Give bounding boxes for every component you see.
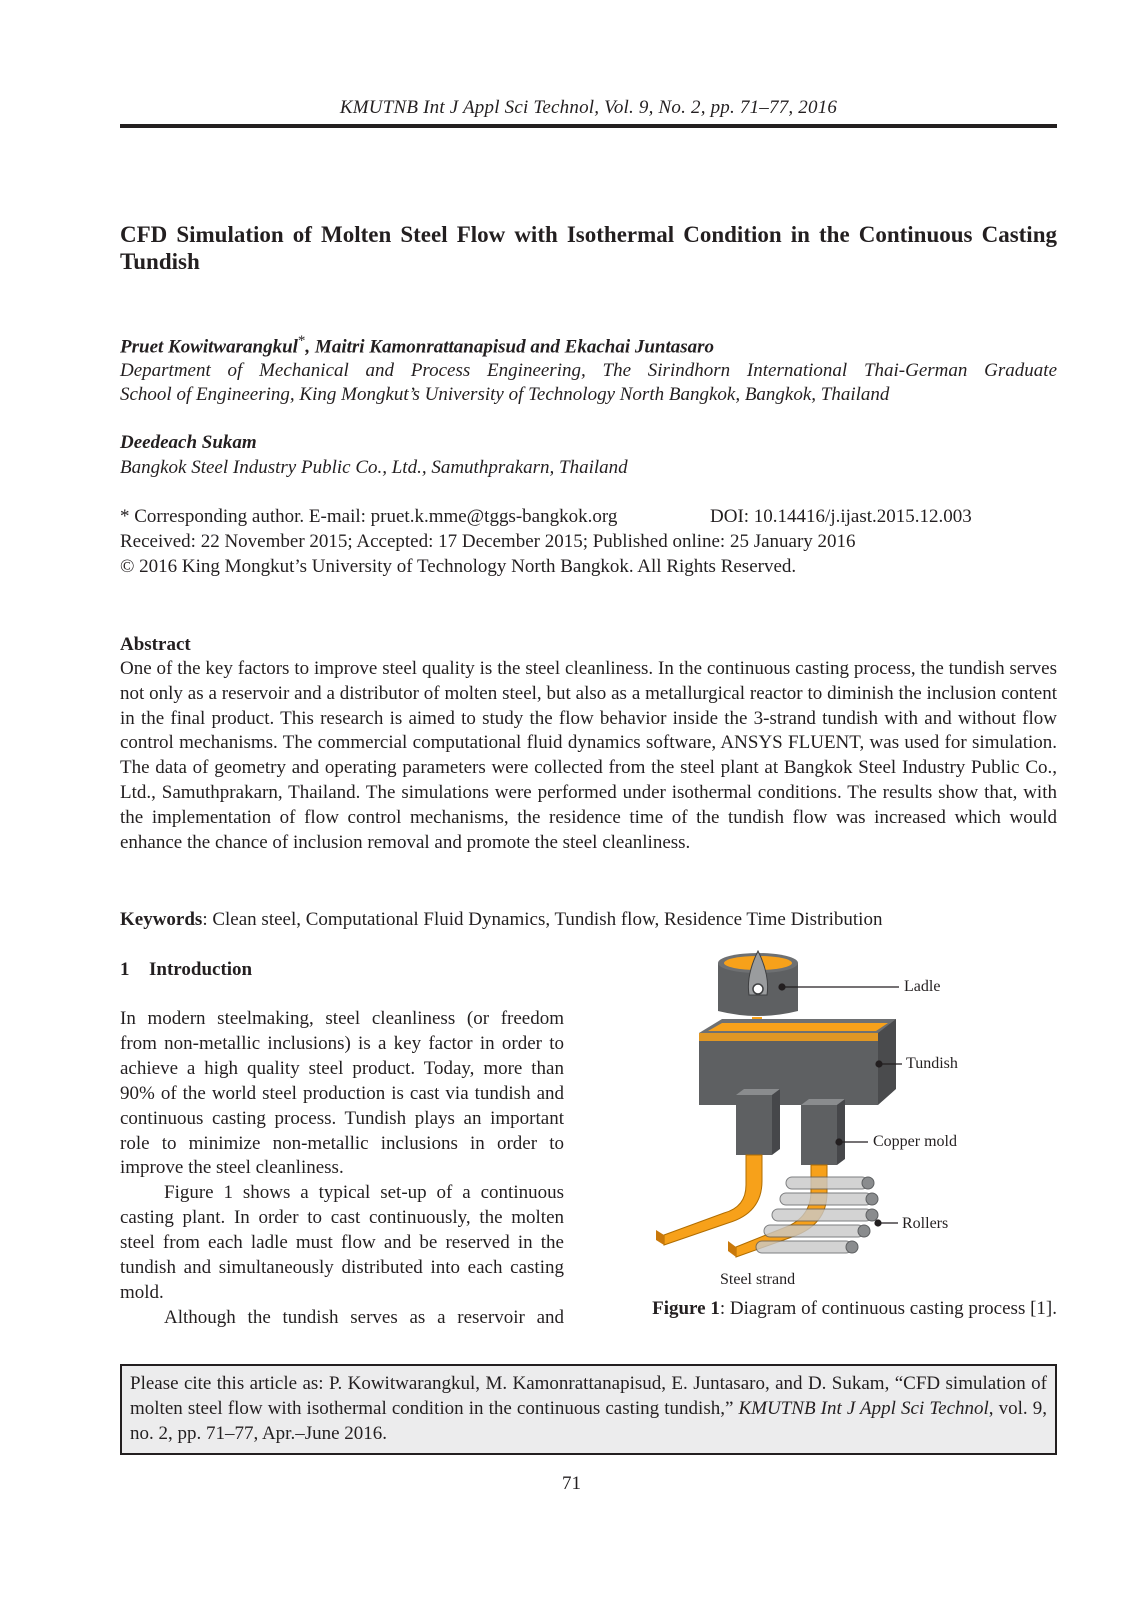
running-head: KMUTNB Int J Appl Sci Technol, Vol. 9, No. 2, pp. 71–77, 2016	[339, 97, 838, 118]
continuous-casting-diagram	[596, 945, 1057, 1295]
first-author: Pruet Kowitwarangkul	[120, 336, 298, 358]
citation-text: Please cite this article as: P. Kowitwarangkul, M. Kamonrattanapisud, E. Juntasaro, and D. Sukam, “CFD simulation of molten steel flow with isothermal condition in the continuous casting tundish,”	[130, 1373, 1047, 1419]
affiliation-line-2: School of Engineering, King Mongkut’s University of Technology North Bangkok, Bangkok, Thailand	[120, 384, 890, 406]
author-block-primary	[120, 329, 1057, 407]
publication-dates: Received: 22 November 2015; Accepted: 17 December 2015; Published online: 25 January 2016	[120, 531, 856, 552]
corresponding-mark: *	[297, 333, 306, 349]
label-steel-strand: Steel strand	[720, 1271, 796, 1288]
intro-paragraph-2: Figure 1 shows a typical set-up of a continuous casting plant. In order to cast continuously, the molten steel from each ladle must flow and be reserved in the tundish and simultaneously distributed into each casting mold.	[120, 1182, 564, 1303]
citation-details: , vol. 9, no. 2, pp. 71–77, Apr.–June 2016.	[130, 1398, 1048, 1444]
figure-1-caption	[596, 1298, 1057, 1320]
section-title: Introduction	[149, 959, 253, 980]
author-block-secondary	[120, 430, 1057, 480]
author-name: Deedeach Sukam	[120, 432, 257, 453]
introduction-body	[120, 1007, 564, 1331]
doi-link[interactable]: DOI: 10.14416/j.ijast.2015.12.003	[710, 506, 972, 527]
article-title: CFD Simulation of Molten Steel Flow with Isothermal Condition in the Continuous Casting Tundish	[120, 222, 1057, 274]
intro-paragraph-1: In modern steelmaking, steel cleanliness (or freedom from non-metallic inclusions) is a key factor in order to achieve a high quality steel product. Today, more than 90% of the world steel production is cast via tundish and continuous casting process. Tundish plays an important role to minimize non-metallic inclusions in order to improve the steel cleanliness.	[120, 1008, 564, 1179]
tundish-drawing	[699, 1019, 896, 1105]
intro-paragraph-3: Although the tundish serves as a reservoir and	[164, 1306, 564, 1328]
page-number: 71	[562, 1473, 581, 1494]
figure-1	[596, 945, 1057, 1335]
ladle-drawing	[718, 951, 798, 1016]
abstract-section	[120, 633, 1057, 855]
abstract-heading: Abstract	[120, 634, 191, 655]
label-rollers: Rollers	[902, 1215, 949, 1232]
keywords-text: : Clean steel, Computational Fluid Dynamics, Tundish flow, Residence Time Distribution	[202, 909, 883, 930]
corresponding-author: * Corresponding author. E-mail: pruet.k.mme@tggs-bangkok.org	[120, 506, 618, 527]
caption-label: Figure 1	[652, 1298, 720, 1319]
rollers-drawing	[756, 1177, 878, 1253]
label-ladle: Ladle	[904, 978, 941, 995]
affiliation-line-1: Department of Mechanical and Process Engineering, The Sirindhorn International Thai-German Graduate	[120, 360, 1057, 382]
author-list	[120, 329, 1057, 359]
section-heading-introduction	[120, 958, 252, 982]
label-tundish: Tundish	[906, 1055, 958, 1072]
citation-journal: KMUTNB Int J Appl Sci Technol	[738, 1398, 989, 1419]
keywords-line	[120, 908, 1057, 932]
affiliation: Bangkok Steel Industry Public Co., Ltd., Samuthprakarn, Thailand	[120, 457, 628, 478]
steel-strand-left	[656, 1155, 762, 1245]
keywords-label: Keywords	[120, 909, 203, 930]
copyright-line: © 2016 King Mongkut’s University of Technology North Bangkok. All Rights Reserved.	[120, 556, 797, 577]
co-authors: , Maitri Kamonrattanapisud and Ekachai Juntasaro	[305, 336, 715, 358]
header-rule	[120, 124, 1057, 128]
abstract-text: One of the key factors to improve steel quality is the steel cleanliness. In the continuous casting process, the tundish serves not only as a reservoir and a distributor of molten steel, but also as a metallurgical reactor to diminish the inclusion content in the final product. This research is aimed to study the flow behavior inside the 3-strand tundish with and without flow control mechanisms. The commercial computational fluid dynamics software, ANSYS FLUENT, was used for simulation. The data of geometry and operating parameters were collected from the steel plant at Bangkok Steel Industry Public Co., Ltd., Samuthprakarn, Thailand. The simulations were performed under isothermal conditions. The results show that, with the implementation of flow control mechanisms, the residence time of the tundish flow was increased which would enhance the chance of inclusion removal and promote the steel cleanliness.	[120, 658, 1057, 853]
article-meta	[120, 504, 1057, 579]
section-number: 1	[120, 959, 130, 980]
label-copper-mold: Copper mold	[873, 1133, 957, 1150]
caption-text: : Diagram of continuous casting process [1].	[719, 1298, 1057, 1319]
citation-box	[120, 1364, 1057, 1455]
